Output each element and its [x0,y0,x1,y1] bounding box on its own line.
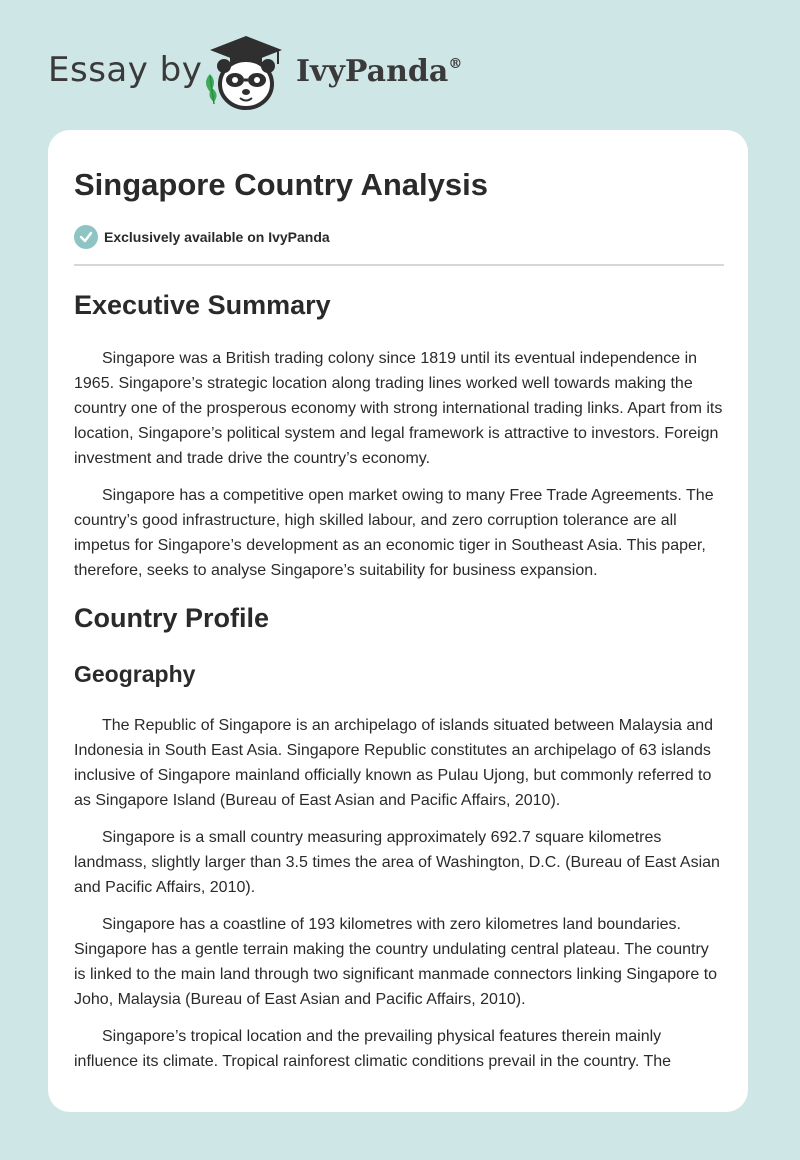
paragraph: Singapore’s tropical location and the prevailing physical features therein mainly influence its climate. Tropical rainforest climatic conditions prevail in the country. The [74,1028,672,1070]
paragraph: Singapore was a British trading colony since 1819 until its eventual independence in 1965. Singapore’s strategic location along trading lines worked well towards making the country one of the prosperous economy with strong international trading links. Apart from its location, Singapore’s political system and legal framework is attractive to investors. Foreign investment and trade drive the country’s economy. [74,350,723,467]
exclusive-badge [74,224,724,250]
registered-mark: ® [448,56,463,72]
brand-name[interactable] [296,54,462,89]
essay-by-label: Essay by [48,50,203,90]
heading-geography: Geography [74,661,196,687]
exclusive-badge-text: Exclusively available on IvyPanda [104,229,330,245]
paragraph: Singapore has a competitive open market owing to many Free Trade Agreements. The country’s good infrastructure, high skilled labour, and zero corruption tolerance are all impetus for Singapore’s development as an economic tiger in Southeast Asia. This paper, therefore, seeks to analyse Singapore’s suitability for business expansion. [74,487,714,579]
article-content [74,166,724,1074]
paragraph: The Republic of Singapore is an archipelago of islands situated between Malaysia and Indonesia in South East Asia. Singapore Republic constitutes an archipelago of 63 islands inclusive of Singapore mainland officially known as Pulau Ujong, but commonly referred to as Singapore Island (Bureau of East Asian and Pacific Affairs, 2010). [74,717,714,809]
paragraph: Singapore has a coastline of 193 kilometres with zero kilometres land boundaries. Singapore has a gentle terrain making the country undulating central plateau. The country is linked to the main land through two significant manmade connectors linking Singapore to Joho, Malaysia (Bureau of East Asian and Pacific Affairs, 2010). [74,916,718,1008]
site-header [0,0,800,120]
panda-logo-icon[interactable] [200,34,292,112]
article-card [48,130,748,1112]
check-icon [74,225,98,249]
heading-executive-summary: Executive Summary [74,290,331,320]
brand-text: IvyPanda [296,54,449,89]
article-title: Singapore Country Analysis [74,167,488,202]
paragraph: Singapore is a small country measuring approximately 692.7 square kilometres landmass, slightly larger than 3.5 times the area of Washington, D.C. (Bureau of East Asian and Pacific Affairs, 2010). [74,829,720,896]
heading-country-profile: Country Profile [74,603,270,633]
title-divider [74,264,724,266]
